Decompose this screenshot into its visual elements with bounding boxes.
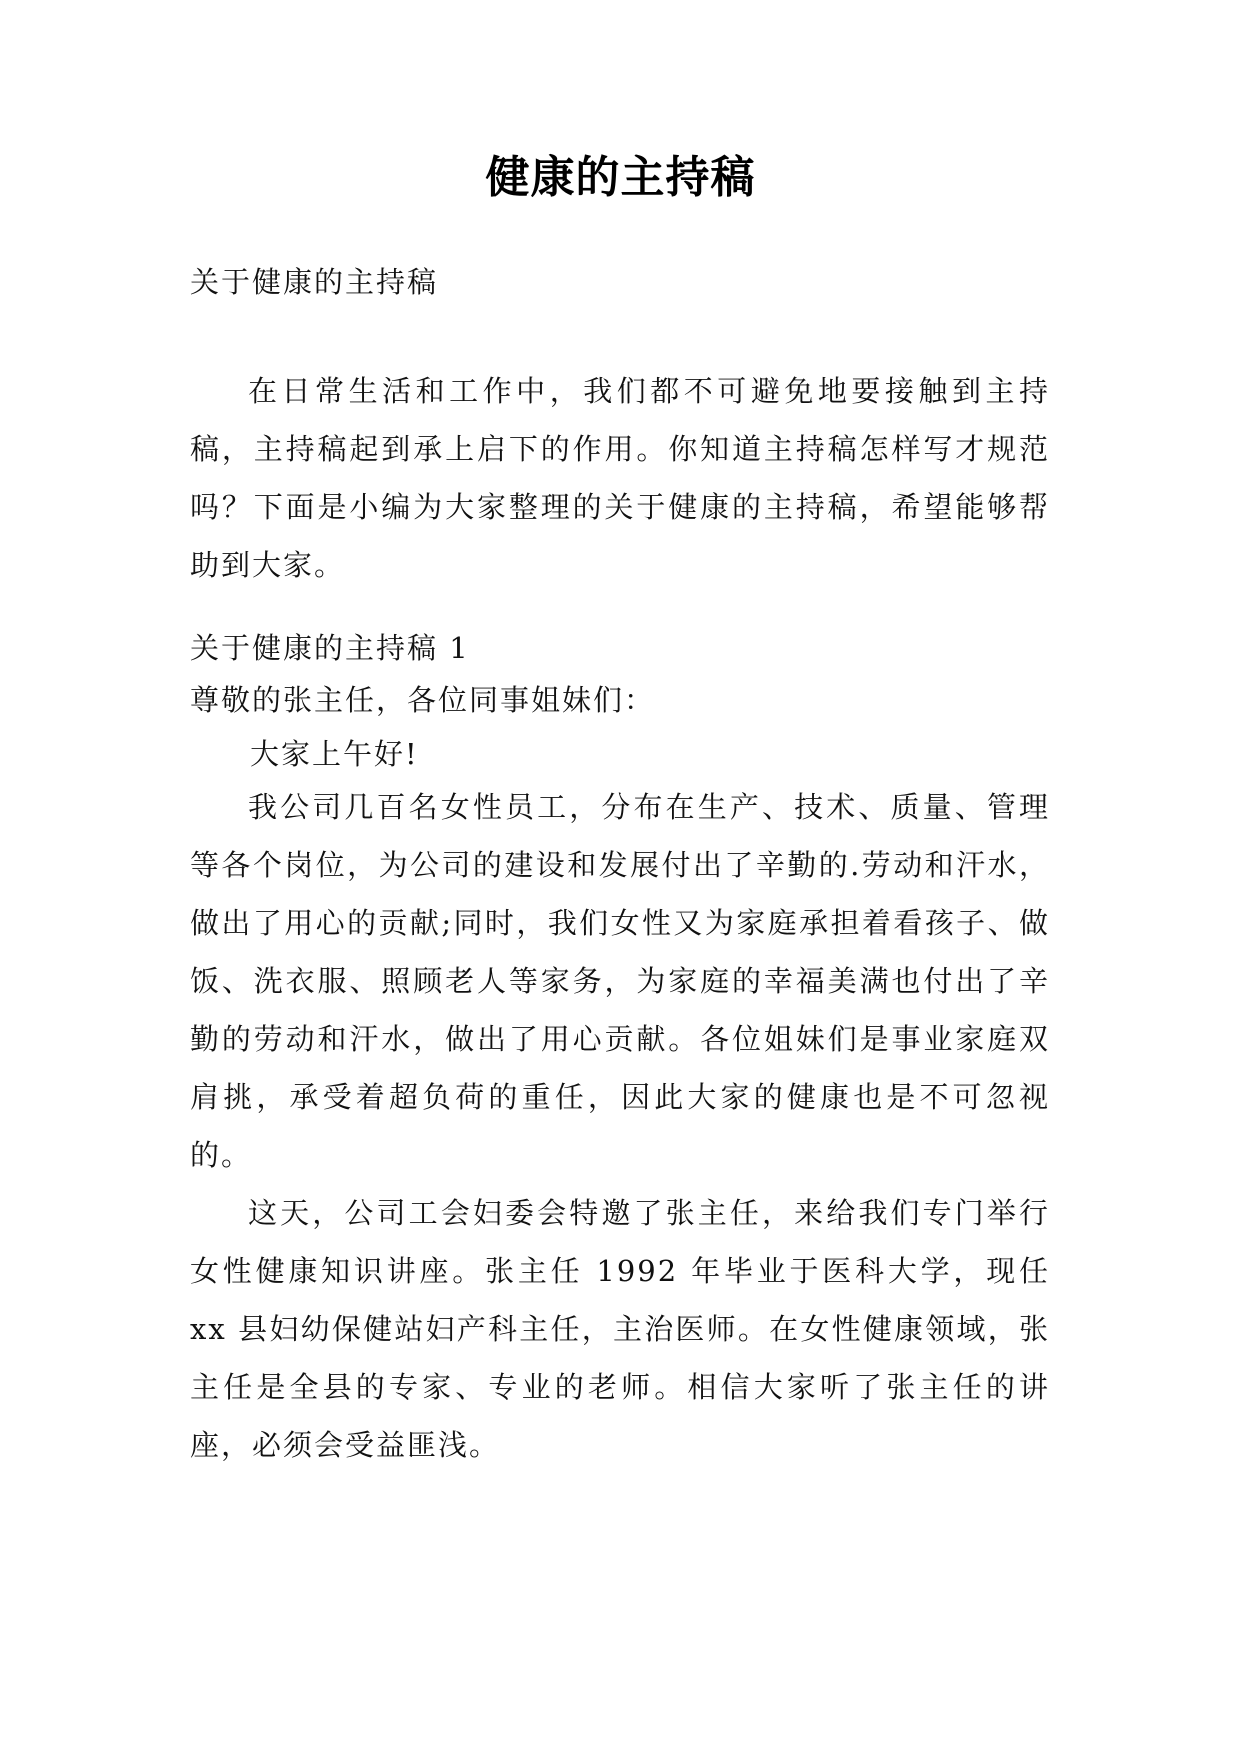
body-paragraph: 我公司几百名女性员工，分布在生产、技术、质量、管理等各个岗位，为公司的建设和发展付出了辛勤的.劳动和汗水，做出了用心的贡献;同时，我们女性又为家庭承担着看孩子、做饭、洗衣服、照顾老人等家务，为家庭的幸福美满也付出了辛勤的劳动和汗水，做出了用心贡献。各位姐妹们是事业家庭双肩挑，承受着超负荷的重任，因此大家的健康也是不可忽视的。 <box>190 790 1050 1172</box>
greeting: 大家上午好! <box>250 737 419 771</box>
document-subtitle: 关于健康的主持稿 <box>190 265 439 299</box>
body-paragraph-2-block <box>190 1184 1050 1474</box>
intro-block <box>190 362 1050 594</box>
document-title: 健康的主持稿 <box>485 152 756 203</box>
salutation: 尊敬的张主任，各位同事姐妹们： <box>190 683 656 717</box>
intro-paragraph: 在日常生活和工作中，我们都不可避免地要接触到主持稿，主持稿起到承上启下的作用。你知道主持稿怎样写才规范吗？下面是小编为大家整理的关于健康的主持稿，希望能够帮助到大家。 <box>190 374 1050 582</box>
section-heading: 关于健康的主持稿 1 <box>190 631 470 665</box>
body-paragraph: 这天，公司工会妇委会特邀了张主任，来给我们专门举行女性健康知识讲座。张主任 1992 年毕业于医科大学，现任 xx 县妇幼保健站妇产科主任，主治医师。在女性健康领域，张主任是全县的专家、专业的老师。相信大家听了张主任的讲座，必须会受益匪浅。 <box>190 1196 1050 1462</box>
body-paragraph-1-block <box>190 778 1050 1184</box>
